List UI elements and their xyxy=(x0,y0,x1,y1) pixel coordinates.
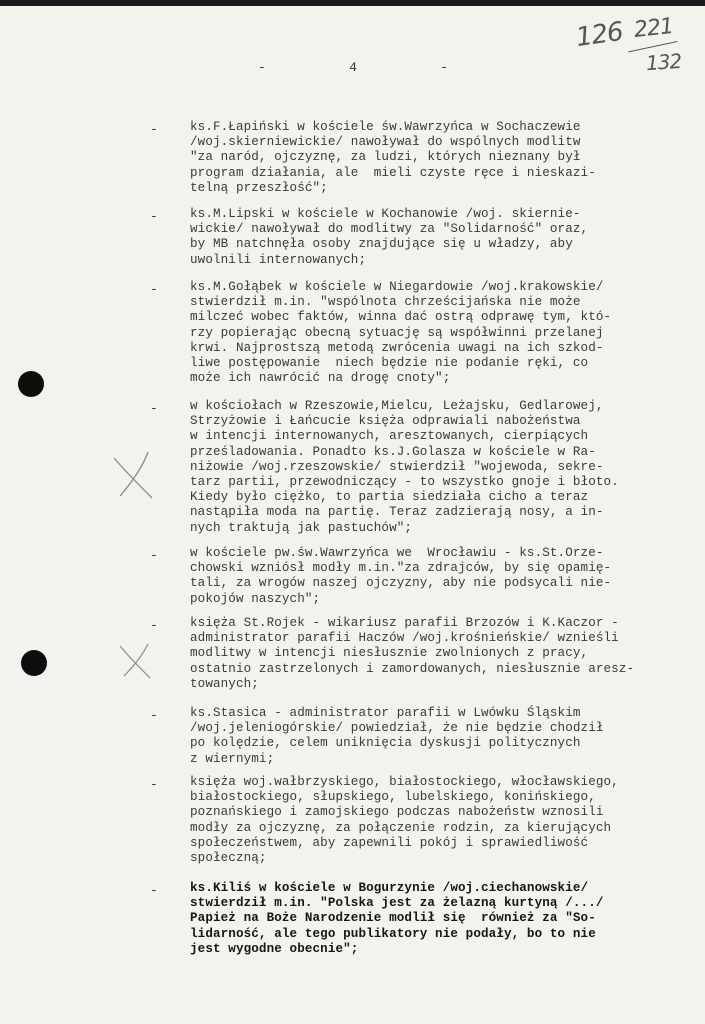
scan-top-edge xyxy=(0,0,705,6)
list-item xyxy=(150,120,700,196)
bullet-dash: - xyxy=(150,618,158,633)
list-item xyxy=(150,706,700,767)
bullet-dash: - xyxy=(150,708,158,723)
pencil-cross-mark xyxy=(116,638,156,682)
pencil-cross-mark xyxy=(108,448,158,504)
page-number-right-dash: - xyxy=(440,60,448,75)
punch-hole xyxy=(18,371,44,397)
page-number-line xyxy=(258,60,448,75)
list-item xyxy=(150,207,700,268)
bullet-dash: - xyxy=(150,282,158,297)
archive-number-3: 132 xyxy=(645,48,682,76)
list-item xyxy=(150,399,700,536)
list-item xyxy=(150,775,700,866)
entry-text: ks.M.Lipski w kościele w Kochanowie /woj. skiernie- wickie/ nawoływał do modlitwy za "Solidarność" oraz, by MB natchnęła osoby znajdujące się u władzy, aby uwolnili internowanych; xyxy=(190,207,589,267)
list-item xyxy=(150,280,700,386)
bullet-dash: - xyxy=(150,883,158,898)
page-number-left-dash: - xyxy=(258,60,266,75)
bullet-dash: - xyxy=(150,209,158,224)
entry-text: ks.Kiliś w kościele w Bogurzynie /woj.ciechanowskie/ stwierdził m.in. "Polska jest za żelazną kurtyną /.../ Papież na Boże Narodzenie modlił się również za "So- lidarność, ale tego publikatory nie podały, bo to nie jest wygodne obecnie"; xyxy=(190,881,604,956)
entry-text: ks.Stasica - administrator parafii w Lwówku Śląskim /woj.jeleniogórskie/ powiedział, że nie będzie chodził po kolędzie, celem uniknięcia dyskusji politycznych z wiernymi; xyxy=(190,706,604,766)
list-item xyxy=(150,881,700,957)
bullet-dash: - xyxy=(150,548,158,563)
list-item xyxy=(150,616,700,692)
bullet-dash: - xyxy=(150,777,158,792)
archive-number-1: 126 xyxy=(574,16,625,54)
entry-text: ks.F.Łapiński w kościele św.Wawrzyńca w Sochaczewie /woj.skierniewickie/ nawoływał do wspólnych modlitw "za naród, ojczyznę, za ludzi, których nieznany był program działania, ale mieli czyste ręce i nieskazi- telną przeszłość"; xyxy=(190,120,596,195)
page-number: 4 xyxy=(349,60,357,75)
entry-text: księża St.Rojek - wikariusz parafii Brzozów i K.Kaczor - administrator parafii Haczów /woj.krośnieńskie/ wznieśli modlitwy w intencji niesłusznie zwolnionych z pracy, ostatnio zastrzelonych i zamordowanych, niesłusznie aresz- towanych; xyxy=(190,616,635,691)
entry-text: ks.M.Gołąbek w kościele w Niegardowie /woj.krakowskie/ stwierdził m.in. "wspólnota chrześcijańska nie może milczeć wobec faktów, winna dać ostrą odprawę tym, któ- rzy popierając obecną sytuację są współwinni przelanej krwi. Najprostszą metodą zwrócenia uwagi na ich szkod- liwe postępowanie niech będzie nie podanie ręki, co może ich nawrócić na drogę cnoty"; xyxy=(190,280,612,386)
entry-text: w kościołach w Rzeszowie,Mielcu, Leżajsku, Gedlarowej, Strzyżowie i Łańcucie księża odprawiali nabożeństwa w intencji internowanych, aresztowanych, cierpiących prześladowania. Ponadto ks.J.Golasza w kościele w Ra- niżowie /woj.rzeszowskie/ stwierdził "wojewoda, sekre- tarz partii, przewodniczący - to wszystko gnoje i błoto. Kiedy było ciężko, to partia siedziała cicho a teraz nastąpiła moda na partię. Teraz zadzierają nosy, a in- nych traktują jak pastuchów"; xyxy=(190,399,619,535)
entry-text: księża woj.wałbrzyskiego, białostockiego, włocławskiego, białostockiego, słupskiego, lubelskiego, konińskiego, poznańskiego i zamojskiego podczas nabożeństw wznosili modły za ojczyznę, za połączenie rodzin, za kierujących społeczeństwem, aby zapewnili pokój i sprawiedliwość społeczną; xyxy=(190,775,619,866)
archive-number-2: 221 xyxy=(632,14,675,43)
bullet-dash: - xyxy=(150,122,158,137)
entry-text: w kościele pw.św.Wawrzyńca we Wrocławiu - ks.St.Orze- chowski wzniósł modły m.in."za zdrajców, by się opamię- tali, za wrogów naszej ojczyzny, aby nie podsycali nie- pokojów naszych"; xyxy=(190,546,612,606)
list-item xyxy=(150,546,700,607)
punch-hole xyxy=(21,650,47,676)
bullet-dash: - xyxy=(150,401,158,416)
